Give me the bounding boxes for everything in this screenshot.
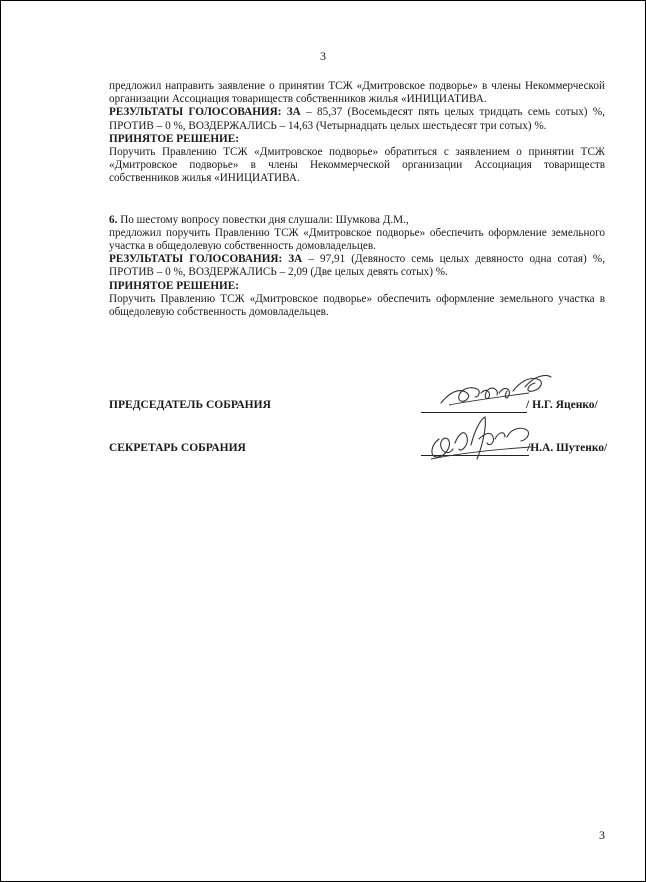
decision-heading-2: ПРИНЯТОЕ РЕШЕНИЕ: bbox=[109, 279, 239, 292]
spacer bbox=[109, 186, 605, 214]
voting-results-label: РЕЗУЛЬТАТЫ ГОЛОСОВАНИЯ: ЗА bbox=[109, 106, 301, 119]
decision-heading-1: ПРИНЯТОЕ РЕШЕНИЕ: bbox=[109, 132, 239, 145]
voting-results-text: – 85,37 (Восемьдесят пять целых тридцать семь сотых) %, ПРОТИВ – 0 %, ВОЗДЕРЖАЛИСЬ – 14,63 (Четырнадцать целых шестьдесят три сотых) %. bbox=[109, 106, 605, 132]
chairman-title: ПРЕДСЕДАТЕЛЬ СОБРАНИЯ bbox=[109, 399, 271, 411]
decision-text-1: Поручить Правлению ТСЖ «Дмитровское подворье» обратиться с заявлением о принятии ТСЖ «Дмитровское подворье» в члены Некоммерческой организации Ассоциация товариществ собственников жилья «ИНИЦИАТИВА. bbox=[109, 146, 605, 185]
agenda-item-number: 6. bbox=[109, 213, 118, 226]
chairman-handwritten-signature bbox=[429, 363, 559, 415]
document-body bbox=[109, 80, 605, 319]
paragraph-proposal-1: предложил направить заявление о принятии ТСЖ «Дмитровское подворье» в члены Некоммерческой организации Ассоциация товариществ собственников жилья «ИНИЦИАТИВА. bbox=[109, 80, 605, 106]
chairman-name: / Н.Г. Яценко/ bbox=[526, 399, 598, 411]
voting-results-2 bbox=[109, 253, 605, 279]
voting-results-label: РЕЗУЛЬТАТЫ ГОЛОСОВАНИЯ: ЗА bbox=[109, 253, 303, 266]
voting-results-1 bbox=[109, 106, 605, 132]
secretary-handwritten-signature bbox=[421, 409, 541, 465]
secretary-name: /Н.А. Шутенко/ bbox=[527, 442, 608, 454]
page-number-top: 3 bbox=[320, 49, 326, 63]
secretary-title: СЕКРЕТАРЬ СОБРАНИЯ bbox=[109, 442, 246, 454]
page-number-bottom: 3 bbox=[599, 828, 605, 842]
paragraph-proposal-2: предложил поручить Правлению ТСЖ «Дмитровское подворье» обеспечить оформление земельного участка в общедолевую собственность домовладельцев. bbox=[109, 226, 605, 253]
agenda-item-6 bbox=[109, 214, 605, 227]
voting-results-text: – 97,91 (Девяносто семь целых девяносто одна сотая) %, ПРОТИВ – 0 %, ВОЗДЕРЖАЛИСЬ – 2,09 (Две целых девять сотых) %. bbox=[109, 253, 605, 279]
decision-text-2: Поручить Правлению ТСЖ «Дмитровское подворье» обеспечить оформление земельного участка в общедолевую собственность домовладельцев. bbox=[109, 292, 605, 319]
agenda-item-text: По шестому вопросу повестки дня слушали: Шумкова Д.М., bbox=[117, 213, 409, 226]
